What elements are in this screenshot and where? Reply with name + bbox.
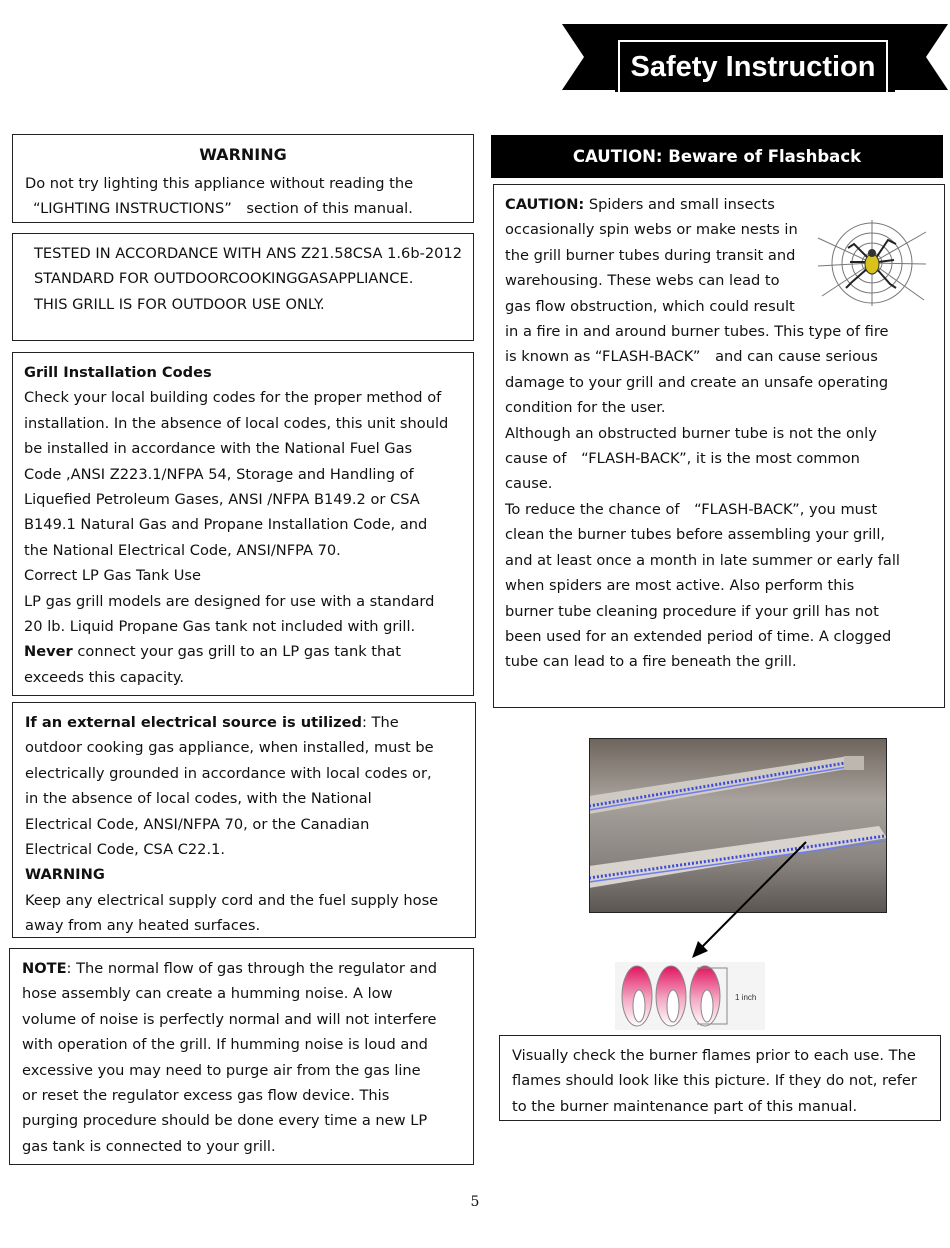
electrical-text: : The outdoor cooking gas appliance, when installed, must be electrically grounded in accordance with local codes or, in the absence of local codes, with the National Electrical Code, ANSI/NFPA 70, or the Canadian Electrical Code, CSA C22.1. — [25, 714, 434, 859]
note-lead: NOTE — [22, 960, 67, 977]
page-title: Safety Instruction — [618, 40, 888, 94]
note-text: : The normal flow of gas through the regulator and hose assembly can create a humming noise. A low volume of noise is perfectly normal and will not interfere with operation of the grill. If humming noise is loud and excessive you may need to purge air from the gas line or reset the regulator excess gas flow device. This purging procedure should be done every time a new LP gas tank is connected to your grill. — [22, 960, 437, 1155]
page-number: 5 — [470, 1194, 480, 1210]
pointer-arrow — [686, 838, 816, 963]
electrical-warning-title: WARNING — [25, 866, 105, 884]
caution-header: CAUTION: Beware of Flashback — [491, 135, 943, 178]
flame-diagram — [615, 962, 765, 1030]
spider-web-icon — [816, 218, 928, 308]
flame-scale-label: 1 inch — [735, 993, 757, 1002]
electrical-box — [12, 702, 476, 938]
caution-lead: CAUTION: — [505, 196, 585, 213]
installation-codes-title: Grill Installation Codes — [24, 364, 212, 381]
visual-check-box — [499, 1035, 941, 1121]
visual-check-text: Visually check the burner flames prior to each use. The flames should look like this picture. If they do not, refer to the burner maintenance part of this manual. — [512, 1047, 917, 1115]
warning-line-1: Do not try lighting this appliance without reading the — [25, 175, 414, 192]
electrical-statement — [25, 710, 439, 862]
electrical-warning-body: Keep any electrical supply cord and the fuel supply hose away from any heated surfaces. — [25, 891, 439, 935]
caution-paragraph-2: Although an obstructed burner tube is not the only cause of “FLASH-BACK”, it is the most common cause. — [505, 424, 877, 493]
lp-tank-heading: Correct LP Gas Tank Use — [24, 567, 202, 585]
warning-line-2: “LIGHTING INSTRUCTIONS” section of this manual. — [33, 200, 413, 217]
certification-line-3: THIS GRILL IS FOR OUTDOOR USE ONLY. — [34, 295, 325, 313]
warning-title: WARNING — [199, 145, 287, 164]
certification-line-2: STANDARD FOR OUTDOORCOOKINGGASAPPLIANCE. — [34, 270, 414, 288]
never-label: Never — [24, 643, 73, 661]
installation-codes-body: Check your local building codes for the proper method of installation. In the absence of local codes, this unit should be installed in accordance with the National Fuel Gas Code ,ANSI Z223.1/NFPA 54, Storage and Handling of Liquefied Petroleum Gases, ANSI /NFPA B149.2 or CSA B149.1 Natural Gas and Propane Installation Code, and the National Electrical Code, ANSI/NFPA 70. — [24, 389, 449, 559]
lp-tank-body: LP gas grill models are designed for use with a standard 20 lb. Liquid Propane Gas tank not included with grill. — [24, 592, 435, 636]
caution-paragraph-3: To reduce the chance of “FLASH-BACK”, you must clean the burner tubes before assembling your grill, and at least once a month in late summer or early fall when spiders are most active. Also perform this burner tube cleaning procedure if your grill has not been used for an extended period of time. A clogged tube can lead to a fire beneath the grill. — [505, 500, 900, 671]
note-box — [9, 948, 474, 1165]
electrical-lead: If an external electrical source is utilized — [25, 714, 362, 731]
installation-codes-box — [12, 352, 474, 696]
never-text: connect your gas grill to an LP gas tank that exceeds this capacity. — [24, 643, 401, 686]
certification-line-1: TESTED IN ACCORDANCE WITH ANS Z21.58CSA 1.6b-2012 — [34, 245, 463, 262]
certification-box — [12, 233, 474, 341]
caution-text-1: Spiders and small insects occasionally spin webs or make nests in the grill burner tubes during transit and warehousing. These webs can lead to gas flow obstruction, which could result in a fire in and around burner tubes. This type of fire is known as “FLASH-BACK” and can cause serious damage to your grill and create an unsafe operating condition for the user. — [505, 196, 889, 417]
never-statement — [24, 639, 451, 690]
warning-box — [12, 134, 474, 223]
caution-box — [493, 184, 945, 708]
note-statement — [22, 956, 439, 1159]
